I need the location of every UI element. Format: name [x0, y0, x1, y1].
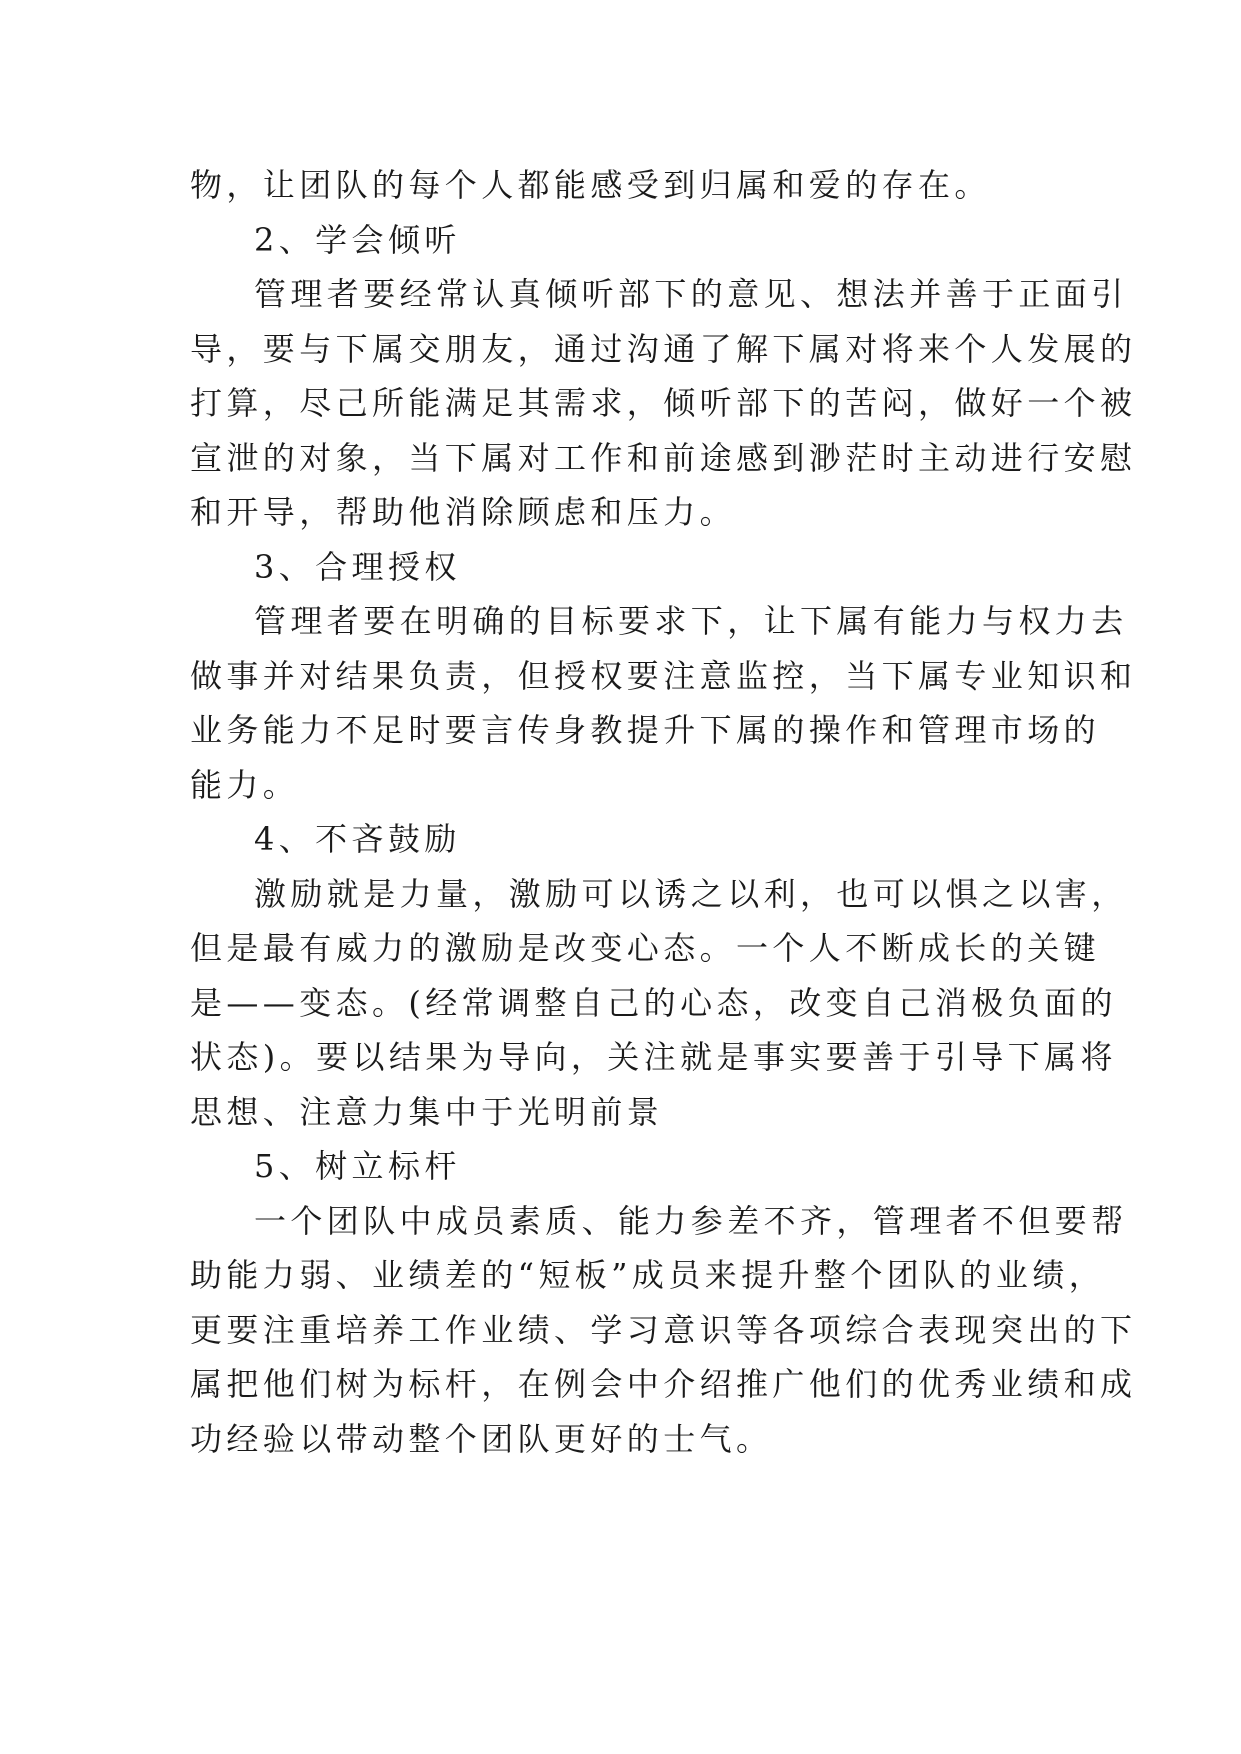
document-body	[190, 158, 1137, 1466]
text-line: 一个团队中成员素质、能力参差不齐，管理者不但要帮	[254, 1201, 1128, 1240]
text-line: 打算，尽己所能满足其需求，倾听部下的苦闷，做好一个被	[190, 384, 1137, 422]
text-line: 和开导，帮助他消除顾虑和压力。	[190, 493, 737, 531]
text-line: 管理者要经常认真倾听部下的意见、想法并善于正面引	[254, 275, 1128, 313]
section-heading-delegation: 3、合理授权	[254, 547, 461, 586]
text-line: 能力。	[190, 765, 300, 804]
text-line: 业务能力不足时要言传身教提升下属的操作和管理市场的	[190, 711, 1101, 749]
section-heading-listening: 2、学会倾听	[254, 220, 461, 259]
text-line: 状态)。要以结果为导向，关注就是事实要善于引导下属将	[190, 1038, 1117, 1076]
text-line: 思想、注意力集中于光明前景	[190, 1092, 664, 1131]
text-line: 导，要与下属交朋友，通过沟通了解下属对将来个人发展的	[190, 329, 1137, 368]
text-line: 管理者要在明确的目标要求下，让下属有能力与权力去	[254, 602, 1128, 640]
text-line: 激励就是力量，激励可以诱之以利，也可以惧之以害，	[254, 874, 1128, 913]
text-line: 属把他们树为标杆，在例会中介绍推广他们的优秀业绩和成	[190, 1365, 1137, 1403]
text-line: 功经验以带动整个团队更好的士气。	[190, 1419, 773, 1458]
text-line: 物，让团队的每个人都能感受到归属和爱的存在。	[190, 166, 991, 204]
section-heading-benchmark: 5、树立标杆	[254, 1147, 461, 1185]
text-line: 是——变态。(经常调整自己的心态，改变自己消极负面的	[190, 983, 1117, 1022]
text-line: 助能力弱、业绩差的“短板”成员来提升整个团队的业绩，	[190, 1256, 1106, 1294]
text-line: 做事并对结果负责，但授权要注意监控，当下属专业知识和	[190, 656, 1137, 695]
text-line: 但是最有威力的激励是改变心态。一个人不断成长的关键	[190, 929, 1101, 967]
text-line: 宣泄的对象，当下属对工作和前途感到渺茫时主动进行安慰	[190, 438, 1137, 477]
section-heading-encouragement: 4、不吝鼓励	[254, 820, 461, 858]
text-line: 更要注重培养工作业绩、学习意识等各项综合表现突出的下	[190, 1310, 1137, 1349]
